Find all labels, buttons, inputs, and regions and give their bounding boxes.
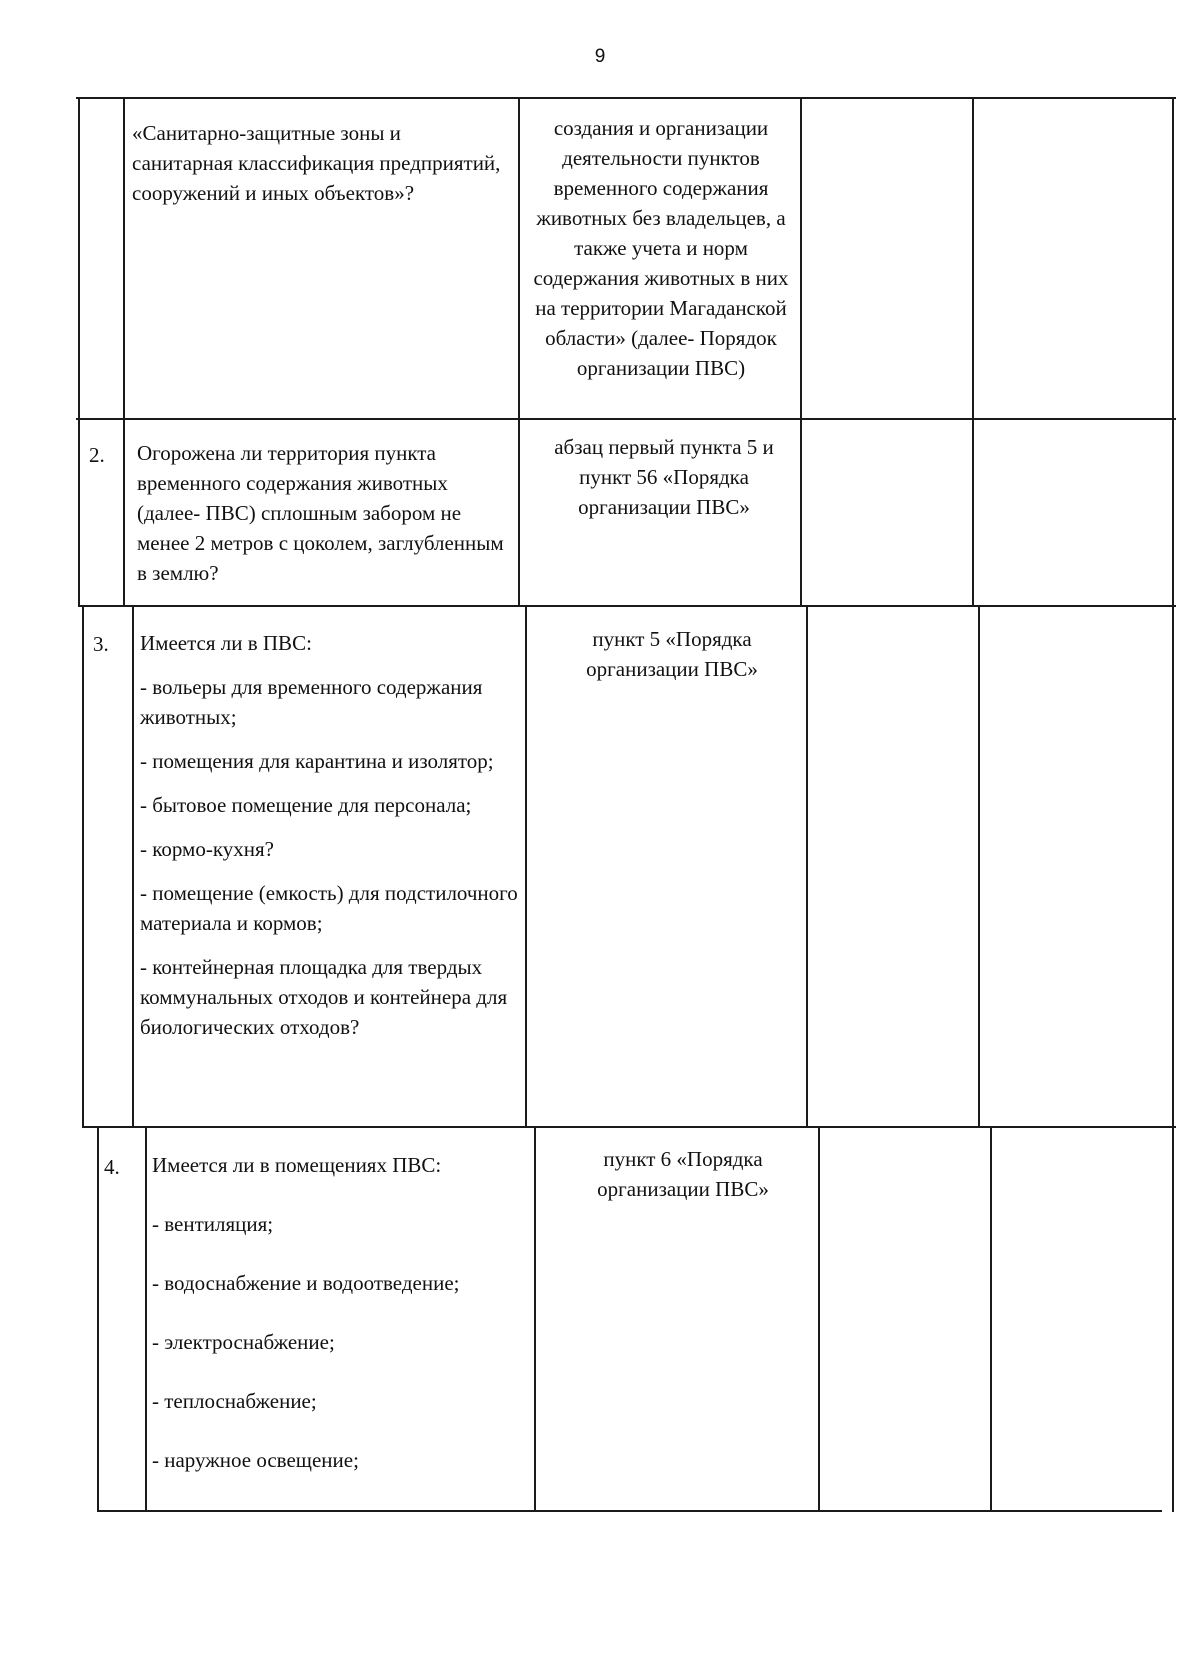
page-number: 9 (594, 46, 606, 67)
reference-text: пункт 5 «Порядка организации ПВС» (586, 627, 758, 681)
column-divider (132, 605, 134, 1128)
question-item: - водоснабжение и водоотведение; (152, 1271, 460, 1295)
question-item: - помещения для карантина и изолятор; (140, 749, 494, 773)
table-border-bottom (98, 1510, 1162, 1512)
reference-text: создания и организации деятельности пунктов временного содержания животных без владельцев, а также учета и норм содержания животных в них на территории Магаданской области» (далее- Порядок организации ПВС) (533, 116, 789, 380)
column-divider (818, 1126, 820, 1512)
column-divider (806, 605, 808, 1128)
question-item: - контейнерная площадка для твердых коммунальных отходов и контейнера для биологических отходов? (140, 955, 508, 1039)
question-item: - электроснабжение; (152, 1330, 335, 1354)
row-number: 3. (93, 632, 109, 656)
reference-text: абзац первый пункта 5 и пункт 56 «Порядка организации ПВС» (554, 435, 774, 519)
question-text: Огорожена ли территория пункта временного содержания животных (далее- ПВС) сплошным забором не менее 2 метров с цоколем, заглубленным в землю? (137, 441, 504, 585)
question-item: - кормо-кухня? (140, 837, 274, 861)
reference-text: пункт 6 «Порядка организации ПВС» (597, 1147, 769, 1201)
question-text: Имеется ли в ПВС: (140, 631, 312, 655)
table-border-top (76, 97, 1176, 99)
row-divider (82, 1126, 1176, 1128)
question-item: - теплоснабжение; (152, 1389, 317, 1413)
table-border-left (78, 97, 80, 607)
table-border-left (97, 1126, 99, 1512)
column-divider (800, 97, 802, 607)
column-divider (145, 1126, 147, 1512)
column-divider (978, 605, 980, 1128)
table-row (137, 438, 515, 602)
table-row (132, 118, 502, 222)
question-item: - вольеры для временного содержания животных; (140, 675, 483, 729)
row-number: 4. (104, 1155, 120, 1179)
column-divider (525, 605, 527, 1128)
question-item: - вентиляция; (152, 1212, 274, 1236)
question-item: - бытовое помещение для персонала; (140, 793, 472, 817)
question-item: - наружное освещение; (152, 1448, 359, 1472)
question-text: Имеется ли в помещениях ПВС: (152, 1153, 442, 1177)
column-divider (972, 97, 974, 607)
row-divider (76, 418, 1176, 420)
column-divider (990, 1126, 992, 1512)
table-row (140, 628, 525, 1056)
question-item: - помещение (емкость) для подстилочного материала и кормов; (140, 881, 518, 935)
row-divider (78, 605, 1176, 607)
column-divider (534, 1126, 536, 1512)
table-row (152, 1150, 530, 1504)
row-number: 2. (89, 443, 105, 467)
table-border-right (1172, 97, 1174, 1512)
column-divider (123, 97, 125, 607)
table-border-left (82, 605, 84, 1128)
question-text: «Санитарно-защитные зоны и санитарная классификация предприятий, сооружений и иных объектов»? (132, 121, 501, 205)
column-divider (518, 97, 520, 607)
